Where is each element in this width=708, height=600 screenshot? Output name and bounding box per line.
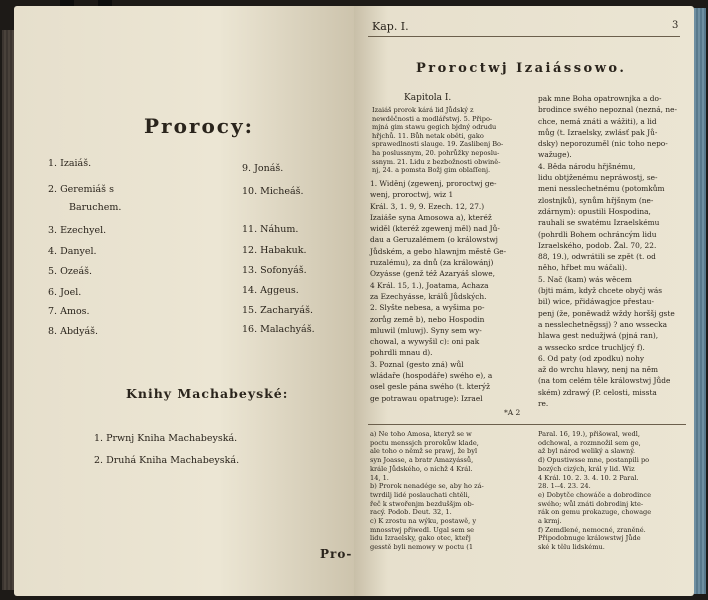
text-line: zdárnym): opustili Hospodina, xyxy=(538,206,651,216)
text-line: brodince swého nepoznal (nezná, ne- xyxy=(538,105,677,115)
text-line: d) Opustiwsse mne, postanpili po xyxy=(538,456,650,465)
text-line: Izraelského, podob. Žal. 70, 22. xyxy=(538,240,657,250)
text-line: mnosstwj přiwedl. Ugal sem se xyxy=(370,525,475,534)
toc-item: Baruchem. xyxy=(69,202,122,213)
text-line: za Ezechyásse, králů Jůdských. xyxy=(370,291,487,301)
text-line: e) Dobytče chowáče a dobrodince xyxy=(538,490,652,499)
header-rule xyxy=(368,36,680,37)
text-line: Izaiáše syna Amosowa a), kteréž xyxy=(370,212,492,222)
text-line: ale toho o němž se prawj, že byl xyxy=(370,447,478,456)
text-line: můg (t. Izraelsky, zwlásť pak Jů- xyxy=(538,127,658,137)
running-head: Kap. I. xyxy=(372,20,409,33)
text-line: widěl (kteréž zgewenj měl) nad Jů- xyxy=(370,224,500,234)
text-line: 14, 1. xyxy=(370,473,389,482)
toc-item: 2. Geremiáš s xyxy=(48,184,114,195)
text-line: mjná gim stawu gegich bjdný odrudu xyxy=(372,123,497,132)
page-block-edge xyxy=(694,8,706,594)
toc-item: 1. Izaiáš. xyxy=(48,158,92,169)
text-line: až do wrchu hlawy, nenj na něm xyxy=(538,365,658,375)
text-line: a nesslechetněgssj) ? ano wssecka xyxy=(538,319,668,329)
text-line: (pohrdli Bohem ochráncým lidu xyxy=(538,229,657,239)
text-line: 2. Slyšte nebesa, a wyšima po- xyxy=(370,303,485,313)
text-line: ském) zdrawý (P. celosti, missta xyxy=(538,387,657,397)
text-line: bozých cizých, král y lid. Wiz xyxy=(538,464,635,473)
text-line: rauhali se swatému Izraelskému xyxy=(538,218,660,228)
text-line: osel gesle pána swého (t. kterýž xyxy=(370,382,490,392)
text-line: (bjti mám, když chcete obyčj wás xyxy=(538,286,663,296)
text-line: 3. Poznal (gesto zná) wůl xyxy=(370,359,464,369)
text-line: lidu Izraelsky, gako otec, kteřj xyxy=(370,534,471,543)
text-line: rák on gemu prokazuge, chowage xyxy=(538,508,652,517)
text-line: f) Zemdlené, nemocné, zraněné. xyxy=(538,525,646,534)
text-line: Paral. 16, 19.), přišowal, wedl, xyxy=(538,430,640,438)
text-line: poctu menssjch prorokůw klade, xyxy=(370,438,479,447)
toc-item: 8. Abdyáš. xyxy=(48,326,99,337)
text-line: něho, hřbet mu wáčali). xyxy=(538,263,628,273)
book-title: Proroctwj Izaiássowo. xyxy=(416,61,627,76)
left-column-text xyxy=(370,178,532,404)
text-line: ské k tělu lidskému. xyxy=(538,543,605,552)
text-line: 6. Od paty (od zpodku) nohy xyxy=(538,353,645,363)
text-line: 4. Běda národu hřjšnému, xyxy=(538,161,636,171)
text-line: dsky) neporozuměl (nic toho nepo- xyxy=(538,139,668,149)
text-line: Připodobnuge králowstwj Jůde xyxy=(538,534,641,543)
chapter-heading: Kapitola I. xyxy=(404,93,452,103)
text-line: zlostnjků), synům hřjšnym (ne- xyxy=(538,195,654,205)
toc-item: 4. Danyel. xyxy=(48,246,97,257)
text-line: pak mne Boha opatrownjka a do- xyxy=(538,94,662,103)
toc-item: 6. Joel. xyxy=(48,287,82,298)
text-line: zorůg země b), nebo Hospodin xyxy=(370,314,485,324)
text-line: ruzalému), za dnů (za králowánj) xyxy=(370,258,494,268)
text-line: 28. 1--4. 23. 24. xyxy=(538,482,591,491)
footnotes-left xyxy=(370,430,530,552)
text-line: Král. 3, 1. 9, 9. Ezech. 12, 27.) xyxy=(370,201,485,211)
text-line: mluwil (mluwj). Syny sem wy- xyxy=(370,325,482,335)
text-line: nj, 24. a pomsta Božj gim oblaſſenj. xyxy=(372,166,491,175)
text-line: bil) wice, přidáwagjce přestau- xyxy=(538,297,655,307)
toc-item: 3. Ezechyel. xyxy=(48,225,107,236)
text-line: až byl národ weliký a slawný. xyxy=(538,447,636,456)
toc-item: 9. Jonáš. xyxy=(242,163,284,174)
text-line: odchowal, a rozmnožil sem ge, xyxy=(538,438,641,447)
text-line: ha poslussnym, 20. pohrůžky neposlu- xyxy=(372,148,500,157)
left-page xyxy=(14,6,354,596)
toc-item: 10. Micheáš. xyxy=(242,186,304,197)
toc-item: 14. Aggeus. xyxy=(242,285,299,296)
chapter-summary xyxy=(372,106,532,175)
text-line: twrdilj lidé poslauchati chtěli, xyxy=(370,490,470,499)
prophets-heading: Prorocy: xyxy=(144,114,254,138)
toc-item: 15. Zacharyáš. xyxy=(242,305,313,316)
text-line: meni nesslechetnému (potomkům xyxy=(538,184,665,194)
text-line: lidu obtjženému nepráwostj, se- xyxy=(538,173,658,183)
text-line: Ozyásse (genž též Azaryáš slowe, xyxy=(370,269,495,279)
maccabees-heading: Knihy Machabeyské: xyxy=(126,386,289,401)
text-line: sprawedlnosti slauge. 19. Zaslibenj Bo- xyxy=(372,140,504,149)
text-line: a krmj. xyxy=(538,517,562,526)
text-line: a wssecko srdce truchljcý f). xyxy=(538,342,645,352)
text-line: a) Ne toho Amosa, kteryž se w xyxy=(370,430,472,438)
text-line: chowal, a wywyšil c): oni pak xyxy=(370,337,480,347)
page-number: 3 xyxy=(672,20,679,31)
text-line: Izaiáš prorok kárá lid Jůdský z xyxy=(372,106,474,114)
text-line: pohrdli mnau d). xyxy=(370,348,433,358)
text-line: ge potrawau opatruge): Izrael xyxy=(370,393,483,403)
text-line: chce, nemá znáti a wážiti), a lid xyxy=(538,116,657,126)
text-line: řeč k stwořenjm bezduššjm ob- xyxy=(370,499,474,508)
toc-item: 13. Sofonyáš. xyxy=(242,265,307,276)
text-line: 5. Nač (kam) wás wěcem xyxy=(538,274,632,284)
footnote-rule xyxy=(368,424,686,425)
toc-item: 16. Malachyáš. xyxy=(242,324,315,335)
text-line: c) K zrostu na wýku, postawě, y xyxy=(370,517,477,526)
book-spine-edge xyxy=(2,30,14,590)
text-line: hlawa gest nedužjwá (pjná ran), xyxy=(538,331,659,341)
text-line: swého; wůl znáti dobrodinj kte- xyxy=(538,499,644,508)
text-line: wenj, proroctwj, wiz 1 xyxy=(370,190,454,200)
text-line: 4 Král. 15, 1.), Joatama, Achaza xyxy=(370,280,489,290)
text-line: b) Prorok nenadége se, aby ho zá- xyxy=(370,482,484,491)
toc-item: 7. Amos. xyxy=(48,306,90,317)
text-line: Jůdském, a gebo hlawnjm městě Ge- xyxy=(370,246,507,256)
sheet-signature: *A 2 xyxy=(504,408,521,417)
right-page xyxy=(354,6,694,596)
text-line: 88, 19.), odwrátili se zpět (t. od xyxy=(538,252,656,262)
text-line: dau a Geruzalémem (o králowstwj xyxy=(370,235,498,245)
footnotes-right xyxy=(538,430,686,552)
text-line: hřjchů. 11. Bůh netak oběti, gako xyxy=(372,131,484,140)
text-line: 1. Widěnj (zgewenj, proroctwj ge- xyxy=(370,179,497,188)
text-line: (na tom celém těle králowstwj Jůde xyxy=(538,376,671,386)
toc-item: 11. Náhum. xyxy=(242,224,299,235)
text-line: syn Joasse, a bratr Amazyássů, xyxy=(370,456,474,465)
text-line: wládaře (hospodáře) swého e), a xyxy=(370,371,493,381)
text-line: krále Jůdského, o nichž 4 Král. xyxy=(370,464,473,473)
text-line: wažuge). xyxy=(538,150,572,160)
toc-item: 1. Prwnj Kniha Machabeyská. xyxy=(94,433,238,444)
text-line: gesstě byli nemowy w poctu (1 xyxy=(370,543,474,552)
text-line: re. xyxy=(538,399,549,409)
toc-item: 12. Habakuk. xyxy=(242,245,307,256)
toc-item: 5. Ozeáš. xyxy=(48,266,93,277)
text-line: penj (že, poněwadž wždy horššj gste xyxy=(538,308,675,318)
text-line: 4 Král. 10. 2. 3. 4. 10. 2 Paral. xyxy=(538,473,639,482)
catchword: Pro- xyxy=(320,547,353,561)
text-line: ssnym. 21. Lidu z bezbožnosti obwině- xyxy=(372,157,501,166)
text-line: racý. Podob. Deut. 32, 1. xyxy=(370,508,452,517)
toc-item: 2. Druhá Kniha Machabeyská. xyxy=(94,455,240,466)
text-line: newděčnosti a modlářstwj. 5. Připo- xyxy=(372,114,493,123)
right-column-text xyxy=(538,93,686,409)
